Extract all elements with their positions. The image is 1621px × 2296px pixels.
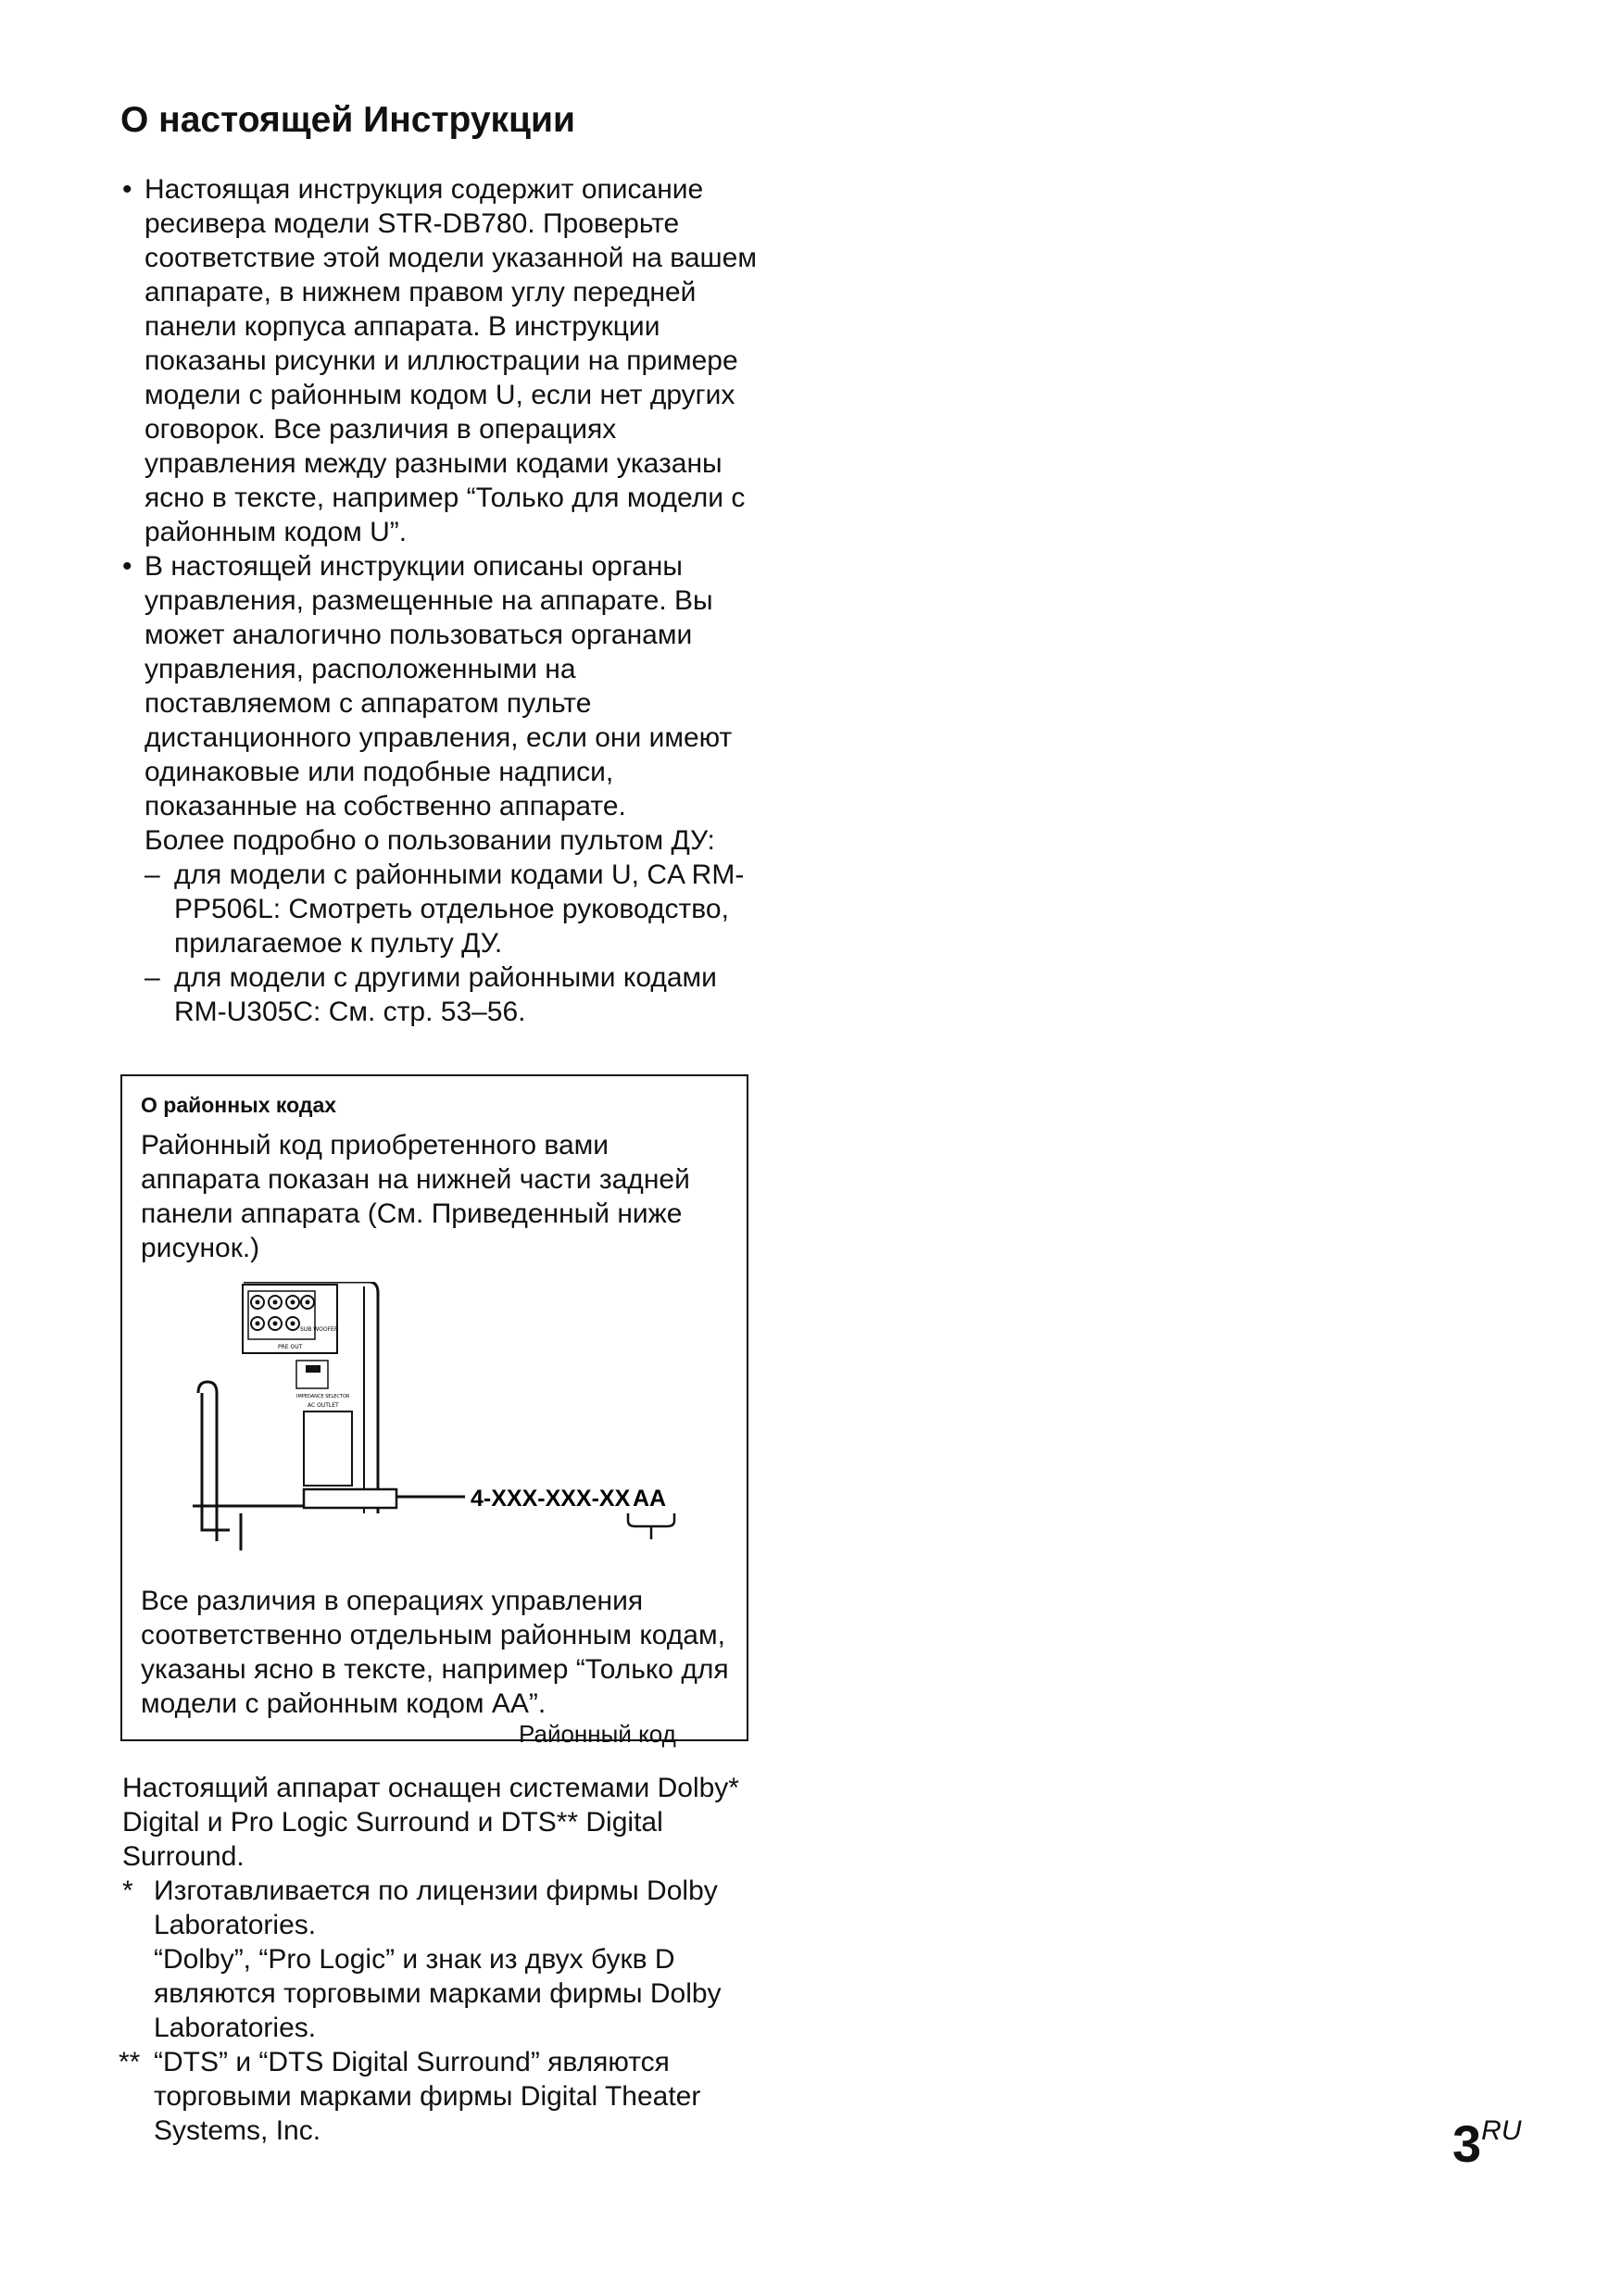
page-title: О настоящей Инструкции	[120, 100, 575, 140]
page-number-suffix: RU	[1481, 2115, 1522, 2146]
intro-section	[122, 172, 761, 1029]
footnote-line: Изготавливается по лицензии фирмы Dolby Laboratories.	[154, 1876, 718, 1940]
rear-panel-illustration	[193, 1282, 721, 1550]
region-code-box	[120, 1074, 748, 1748]
systems-section	[119, 1771, 752, 2148]
bullet-text: Настоящая инструкция содержит описание ресивера модели STR-DB780. Проверьте соответствие этой модели указанной на вашем аппарате, в нижнем правом углу передней панели корпуса аппарата. В инструкции показаны рисунки и иллюстрации на примере модели с районным кодом U, если нет других оговорок. Все различия в операциях управления между разными кодами указаны ясно в тексте, например “Только для модели с районным кодом U”.	[145, 174, 757, 547]
region-code-caption: Районный код	[519, 1720, 676, 1748]
region-code: AA	[633, 1486, 667, 1512]
page-number	[1452, 2114, 1522, 2174]
remote-item	[122, 960, 761, 1029]
bullet-text: В настоящей инструкции описаны органы управления, размещенные на аппарате. Вы может аналогично пользоваться органами управления, расположенными на поставляемом с аппаратом пульте дистанционного управления, если они имеют одинаковые или подобные надписи, показанные на собственно аппарате.	[145, 551, 733, 822]
region-box-text: Районный код приобретенного вами аппарата показан на нижней части задней панели аппарата (См. Приведенный ниже рисунок.)	[141, 1130, 690, 1263]
systems-text: Настоящий аппарат оснащен системами Dolby* Digital и Pro Logic Surround и DTS** Digital Surround.	[122, 1773, 739, 1872]
bullet-mark: •	[122, 174, 132, 205]
region-box-title: О районных кодах	[141, 1093, 337, 1117]
remote-item-text: для модели с другими районными кодами RM-U305C: См. стр. 53–56.	[174, 962, 717, 1027]
sub-woofer-label: SUB WOOFER	[300, 1326, 339, 1333]
remote-item	[122, 858, 761, 960]
bullet-mark: •	[122, 551, 132, 582]
pre-out-label: PRE OUT	[278, 1344, 303, 1350]
footnote-mark: *	[122, 1876, 133, 1906]
dash-mark: –	[145, 962, 160, 993]
footnote-line: “Dolby”, “Pro Logic” и знак из двух букв D являются торговыми марками фирмы Dolby Laboratories.	[154, 1944, 722, 2043]
footnote-line: “DTS” и “DTS Digital Surround” являются торговыми марками фирмы Digital Theater Systems, Inc.	[154, 2047, 701, 2146]
model-code: 4-XXX-XXX-XX	[471, 1486, 631, 1512]
bullet-item	[122, 549, 761, 823]
impedance-selector-label: IMPEDANCE SELECTOR	[296, 1394, 350, 1399]
remote-intro: Более подробно о пользовании пультом ДУ:	[145, 825, 715, 856]
ac-outlet-label: AC OUTLET	[308, 1402, 339, 1409]
footnote	[122, 1874, 752, 2045]
region-box-text-2: Все различия в операциях управления соответственно отдельным районным кодам, указаны ясно в тексте, например “Только для модели с районным кодом AA”.	[141, 1586, 729, 1719]
page-number-digit: 3	[1452, 2114, 1482, 2173]
remote-item-text: для модели с районными кодами U, CA RM-PP506L: Смотреть отдельное руководство, прилагаемое к пульту ДУ.	[174, 859, 745, 959]
footnote	[119, 2045, 752, 2148]
bullet-item	[122, 172, 761, 549]
dash-mark: –	[145, 859, 160, 890]
footnote-mark: **	[119, 2047, 141, 2077]
